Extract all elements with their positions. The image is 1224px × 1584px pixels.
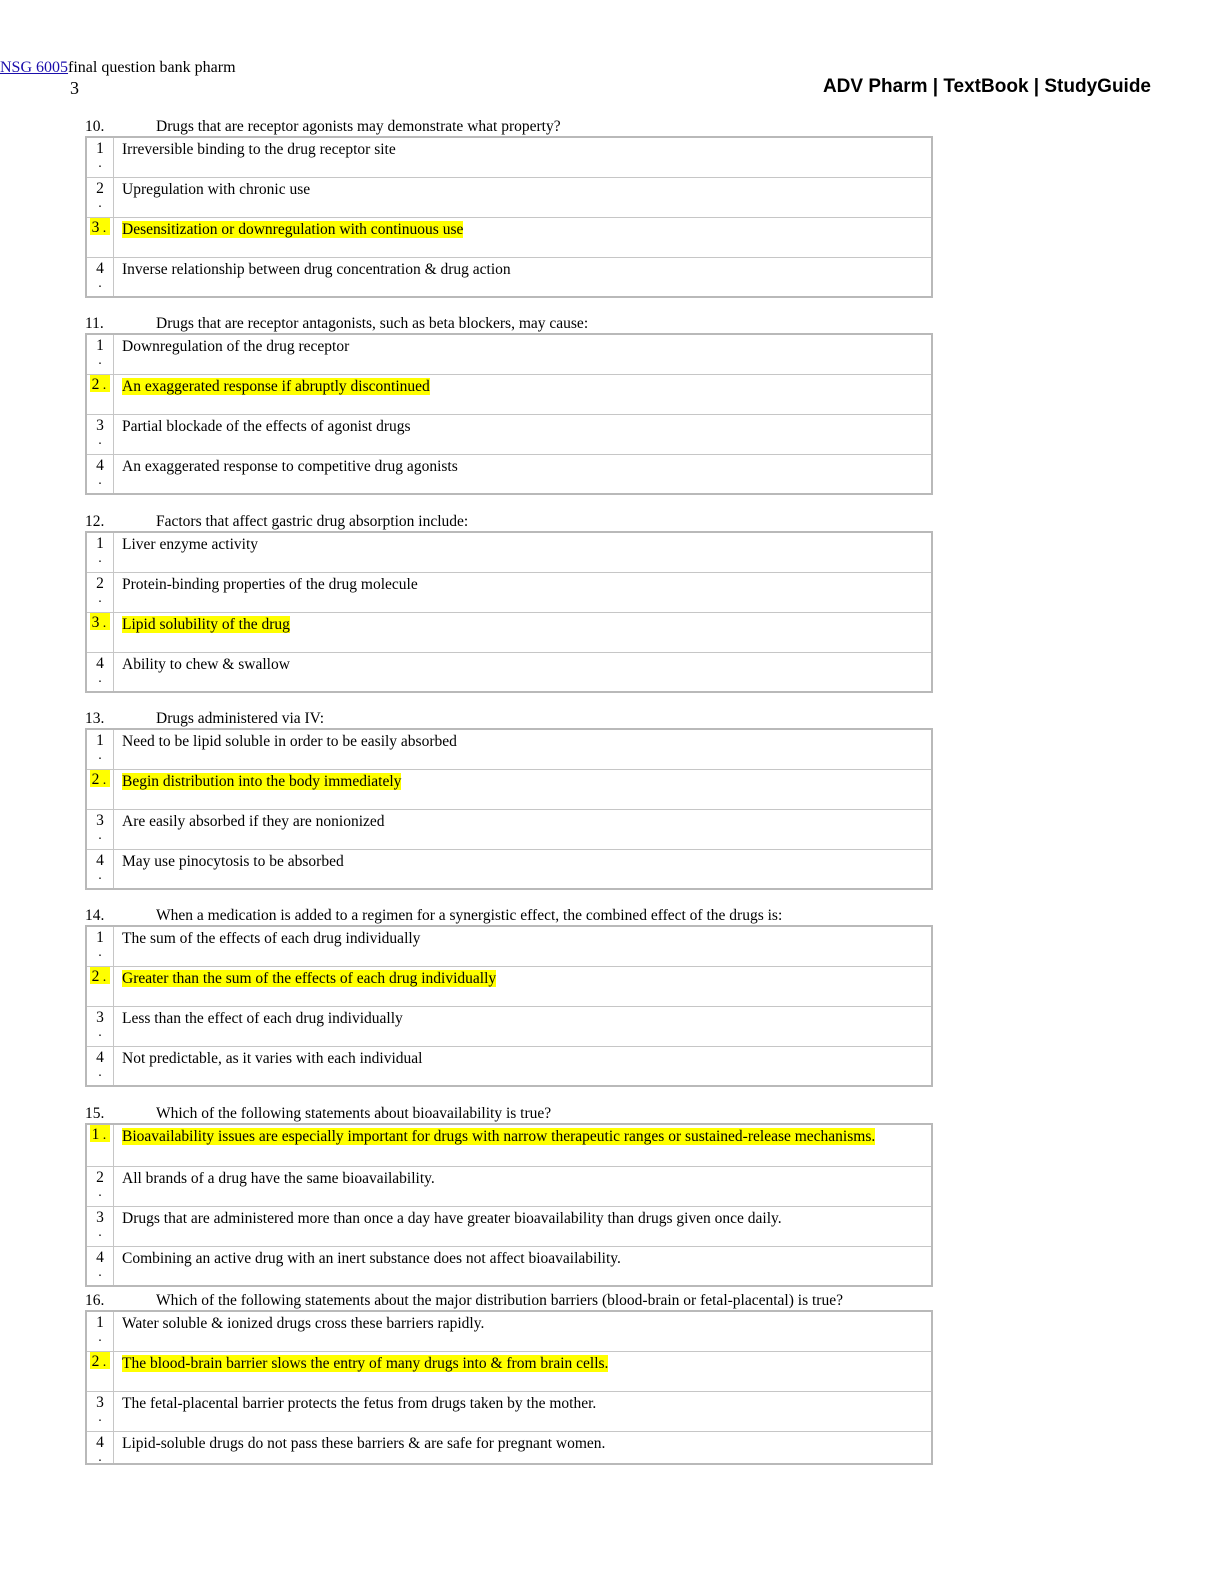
answer-option (86, 1046, 932, 1086)
option-number-cell (86, 1124, 114, 1166)
option-text-cell (114, 217, 933, 257)
option-number-dot: . (100, 1131, 109, 1141)
option-number: 1 (96, 732, 104, 749)
question-stem (85, 710, 933, 728)
answer-option (86, 1311, 932, 1351)
question-16 (85, 1292, 933, 1465)
option-number-cell (86, 1166, 114, 1206)
option-text: Are easily absorbed if they are nonionized (122, 812, 385, 830)
option-number: 4 (96, 654, 104, 672)
option-number-cell (86, 374, 114, 414)
option-number: 4 (96, 1048, 104, 1066)
option-number-cell (86, 1006, 114, 1046)
option-number-dot: . (98, 353, 102, 368)
option-number: 2 (91, 375, 100, 393)
option-text-cell (114, 1124, 933, 1166)
option-number-cell (86, 729, 114, 769)
option-number-dot: . (98, 1184, 102, 1200)
answer-option (86, 572, 932, 612)
option-text-cell (114, 1391, 933, 1431)
question-stem (85, 1105, 933, 1123)
answer-option (86, 334, 932, 374)
option-number-dot: . (100, 1358, 109, 1368)
answer-option-correct (86, 374, 932, 414)
option-number-cell (86, 217, 114, 257)
answer-option (86, 849, 932, 889)
question-stem (85, 1292, 933, 1310)
question-stem (85, 118, 933, 136)
option-number-dot: . (98, 1409, 102, 1425)
option-text-cell (114, 1351, 933, 1391)
option-number-dot: . (98, 472, 102, 488)
question-stem (85, 907, 933, 925)
option-number-dot: . (98, 1224, 102, 1240)
answer-option (86, 1206, 932, 1246)
header-brand: ADV Pharm | TextBook | StudyGuide (822, 76, 1151, 97)
option-number-cell (86, 454, 114, 494)
option-number: 3 (96, 1008, 104, 1026)
option-number-dot: . (98, 590, 102, 606)
option-text-cell (114, 1206, 933, 1246)
option-text-cell (114, 177, 933, 217)
option-number-cell (86, 849, 114, 889)
option-number: 2 (91, 1352, 100, 1370)
option-text-cell (114, 769, 933, 809)
option-number-cell (86, 769, 114, 809)
option-number-dot: . (100, 381, 109, 391)
option-text-cell (114, 1006, 933, 1046)
answer-options-table (85, 925, 933, 1087)
question-13 (85, 710, 933, 890)
option-number: 2 (96, 574, 104, 592)
question-number: 11. (85, 315, 104, 332)
option-number-cell (86, 612, 114, 652)
option-number: 4 (96, 851, 104, 869)
answer-option (86, 1391, 932, 1431)
answer-option-correct (86, 217, 932, 257)
option-number-dot: . (98, 748, 102, 763)
question-12 (85, 513, 933, 693)
option-number-cell (86, 1246, 114, 1286)
option-number: 2 (96, 179, 104, 197)
question-text: Drugs administered via IV: (156, 710, 325, 727)
option-text-cell (114, 1246, 933, 1286)
question-number: 10. (85, 118, 105, 135)
option-text: The fetal-placental barrier protects the fetus from drugs taken by the mother. (122, 1394, 597, 1412)
option-text: The sum of the effects of each drug individually (122, 930, 421, 947)
option-number-cell (86, 532, 114, 572)
option-number: 4 (96, 456, 104, 474)
option-text: Water soluble & ionized drugs cross these barriers rapidly. (122, 1315, 485, 1332)
answer-option (86, 454, 932, 494)
option-text: Upregulation with chronic use (122, 180, 311, 198)
answer-option (86, 926, 932, 966)
option-number-cell (86, 1351, 114, 1391)
option-number: 1 (96, 535, 104, 552)
answer-option (86, 1246, 932, 1286)
document-title-line (0, 58, 236, 78)
option-number-dot: . (98, 551, 102, 566)
option-number-dot: . (100, 224, 109, 234)
option-number: 3 (91, 613, 100, 631)
option-number-cell (86, 414, 114, 454)
question-11 (85, 315, 933, 495)
option-number-cell (86, 926, 114, 966)
answer-option (86, 137, 932, 177)
answer-options-table (85, 531, 933, 693)
option-number-cell (86, 177, 114, 217)
answer-options-table (85, 136, 933, 298)
question-15 (85, 1105, 933, 1287)
option-text-cell (114, 849, 933, 889)
answer-option (86, 729, 932, 769)
option-text-cell (114, 257, 933, 297)
answer-option-correct (86, 612, 932, 652)
option-number: 1 (96, 929, 104, 946)
option-number-cell (86, 652, 114, 692)
option-text: Need to be lipid soluble in order to be easily absorbed (122, 733, 457, 750)
option-text: Lipid-soluble drugs do not pass these barriers & are safe for pregnant women. (122, 1434, 606, 1452)
option-number-cell (86, 1311, 114, 1351)
option-text-cell (114, 334, 933, 374)
document-title: final question bank pharm (68, 59, 236, 76)
answer-option (86, 257, 932, 297)
option-text: Partial blockade of the effects of agonist drugs (122, 417, 411, 435)
answer-option (86, 1166, 932, 1206)
question-text: Drugs that are receptor agonists may demonstrate what property? (156, 118, 561, 135)
option-text-cell (114, 926, 933, 966)
option-text-cell (114, 374, 933, 414)
option-text: Irreversible binding to the drug receptor site (122, 141, 396, 158)
option-number: 1 (96, 1314, 104, 1331)
option-number-dot: . (100, 776, 109, 786)
option-number-cell (86, 572, 114, 612)
option-number-cell (86, 334, 114, 374)
option-number: 2 (96, 1168, 104, 1186)
option-number-dot: . (98, 1264, 102, 1280)
option-text: Protein-binding properties of the drug molecule (122, 575, 418, 593)
answer-option-correct (86, 1124, 932, 1166)
option-text-cell (114, 454, 933, 494)
option-text-cell (114, 1431, 933, 1464)
option-number: 2 (91, 770, 100, 788)
option-number: 4 (96, 1248, 104, 1266)
option-text-cell (114, 652, 933, 692)
option-text: Less than the effect of each drug individually (122, 1009, 403, 1027)
option-text: May use pinocytosis to be absorbed (122, 852, 344, 870)
answer-option (86, 1006, 932, 1046)
option-number-cell (86, 809, 114, 849)
highlighted-answer-text: An exaggerated response if abruptly discontinued (122, 377, 430, 395)
question-text: Drugs that are receptor antagonists, such as beta blockers, may cause: (156, 315, 589, 332)
option-text-cell (114, 414, 933, 454)
answer-option (86, 414, 932, 454)
answer-options-table (85, 1123, 933, 1287)
highlighted-answer-text: Begin distribution into the body immediately (122, 772, 402, 790)
answer-option (86, 809, 932, 849)
option-number-dot: . (98, 156, 102, 171)
option-number-dot: . (98, 1449, 102, 1465)
option-number-cell (86, 1046, 114, 1086)
highlighted-answer-text: Desensitization or downregulation with continuous use (122, 220, 464, 238)
option-number: 2 (91, 967, 100, 985)
highlighted-answer-text: Lipid solubility of the drug (122, 615, 290, 633)
option-number: 3 (96, 1208, 104, 1226)
question-number: 13. (85, 710, 105, 727)
question-stem (85, 513, 933, 531)
answer-option (86, 652, 932, 692)
option-number-dot: . (98, 1024, 102, 1040)
highlighted-answer-text: The blood-brain barrier slows the entry of many drugs into & from brain cells. (122, 1354, 609, 1372)
option-number: 3 (96, 416, 104, 434)
option-number-dot: . (98, 195, 102, 211)
option-number-cell (86, 257, 114, 297)
option-text-cell (114, 1046, 933, 1086)
option-number-cell (86, 1206, 114, 1246)
option-text: Drugs that are administered more than once a day have greater bioavailability than drugs given once daily. (122, 1209, 782, 1227)
highlighted-answer-text: Bioavailability issues are especially important for drugs with narrow therapeutic ranges or sustained-release mechanisms. (122, 1128, 876, 1145)
option-number: 3 (96, 811, 104, 829)
course-link[interactable]: NSG 6005 (0, 59, 69, 76)
answer-option (86, 1431, 932, 1464)
option-text-cell (114, 612, 933, 652)
highlighted-answer-text: Greater than the sum of the effects of each drug individually (122, 969, 497, 987)
question-number: 15. (85, 1105, 105, 1122)
answer-option (86, 532, 932, 572)
option-number-dot: . (98, 945, 102, 960)
question-text: Which of the following statements about bioavailability is true? (156, 1105, 552, 1122)
answer-option (86, 177, 932, 217)
option-number-cell (86, 137, 114, 177)
option-text: Not predictable, as it varies with each individual (122, 1049, 423, 1067)
option-number-dot: . (98, 670, 102, 686)
option-text: Liver enzyme activity (122, 536, 258, 553)
option-text-cell (114, 809, 933, 849)
option-text: Combining an active drug with an inert substance does not affect bioavailability. (122, 1249, 621, 1267)
option-text: An exaggerated response to competitive drug agonists (122, 457, 458, 475)
option-text-cell (114, 137, 933, 177)
option-number: 4 (96, 259, 104, 277)
option-text-cell (114, 572, 933, 612)
option-number-dot: . (98, 1330, 102, 1345)
answer-options-table (85, 1310, 933, 1465)
option-text-cell (114, 729, 933, 769)
answer-options-table (85, 333, 933, 495)
question-stem (85, 315, 933, 333)
option-number-dot: . (100, 973, 109, 983)
option-number-dot: . (98, 1064, 102, 1080)
answer-option-correct (86, 966, 932, 1006)
question-10 (85, 118, 933, 298)
option-number-dot: . (98, 275, 102, 291)
option-number: 4 (96, 1433, 104, 1451)
option-text: Inverse relationship between drug concentration & drug action (122, 260, 511, 278)
option-number-cell (86, 966, 114, 1006)
answer-option-correct (86, 1351, 932, 1391)
answer-option-correct (86, 769, 932, 809)
option-text-cell (114, 966, 933, 1006)
option-number: 1 (96, 140, 104, 157)
question-text: When a medication is added to a regimen for a synergistic effect, the combined effect of the drugs is: (156, 907, 783, 924)
option-number: 3 (91, 218, 100, 236)
question-number: 14. (85, 907, 105, 924)
option-number-dot: . (98, 867, 102, 883)
option-number-dot: . (98, 827, 102, 843)
option-text: All brands of a drug have the same bioavailability. (122, 1169, 435, 1187)
option-number-dot: . (98, 432, 102, 448)
option-number-dot: . (100, 619, 109, 629)
option-number-cell (86, 1391, 114, 1431)
question-number: 12. (85, 513, 105, 530)
answer-options-table (85, 728, 933, 890)
option-number: 1 (96, 337, 104, 354)
option-number: 1 (91, 1126, 100, 1143)
page-number: 3 (70, 78, 79, 98)
option-number: 3 (96, 1393, 104, 1411)
question-text: Which of the following statements about the major distribution barriers (blood-brain or fetal-placental) is true? (156, 1292, 843, 1309)
option-text: Ability to chew & swallow (122, 655, 290, 673)
question-14 (85, 907, 933, 1087)
question-text: Factors that affect gastric drug absorption include: (156, 513, 469, 530)
question-number: 16. (85, 1292, 105, 1309)
option-text-cell (114, 1166, 933, 1206)
option-text: Downregulation of the drug receptor (122, 338, 350, 355)
option-text-cell (114, 1311, 933, 1351)
option-number-cell (86, 1431, 114, 1464)
option-text-cell (114, 532, 933, 572)
